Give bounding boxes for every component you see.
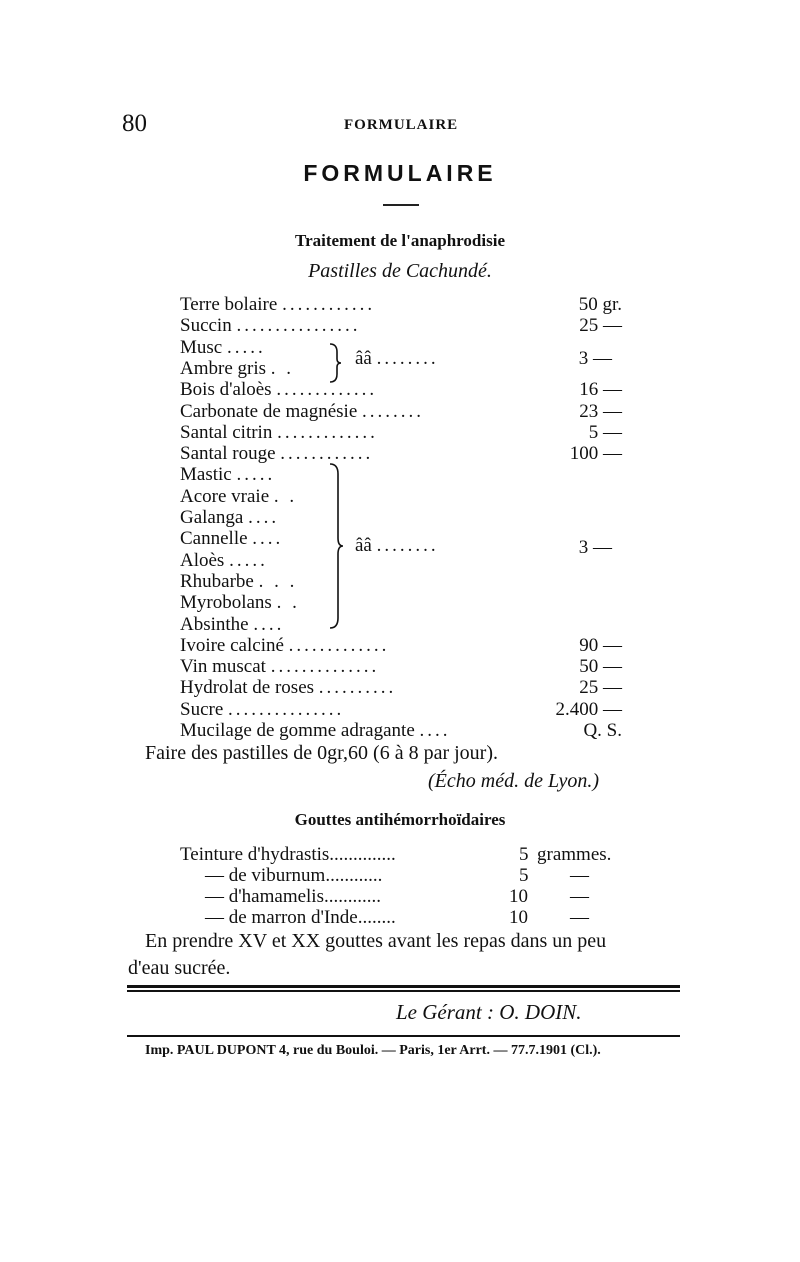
ingredient-row (180, 592, 300, 614)
recipe-subheading: Pastilles de Cachundé. (308, 260, 492, 282)
gerant-signature: Le Gérant : O. DOIN. (396, 1000, 582, 1024)
ingredient-name: Succin (180, 315, 232, 337)
ingredient-leader-dots: .... (253, 613, 285, 635)
ingredient-leader-dots: . . (276, 592, 300, 614)
ingredient-leader-dots: .... (248, 507, 280, 528)
ingredient-qty: 25 — (579, 677, 622, 699)
running-title: FORMULAIRE (344, 117, 459, 133)
drops-row: Teinture d'hydrastis.............. (180, 844, 396, 865)
ingredient-leader-dots: ..... (229, 549, 268, 571)
drops-unit: — (570, 865, 589, 886)
printer-imprint: Imp. PAUL DUPONT 4, rue du Bouloi. — Paris, 1er Arrt. — 77.7.1901 (Cl.). (145, 1043, 601, 1058)
ingredient-qty: 100 — (569, 443, 622, 465)
group-2-label: ââ ........ (355, 535, 439, 556)
ingredient-row (180, 614, 284, 636)
ingredient-leader-dots: ............... (228, 698, 345, 720)
ingredient-leader-dots: ................ (236, 315, 361, 337)
ingredient-name: Absinthe (180, 613, 249, 635)
section-heading-gouttes: Gouttes antihémorrhoïdaires (294, 810, 506, 829)
group-1-qty: 3 — (578, 348, 612, 369)
footer-double-rule (127, 985, 680, 992)
ingredient-name: Santal rouge (180, 443, 276, 465)
page-title: FORMULAIRE (303, 160, 497, 186)
drops-unit: grammes. (537, 844, 612, 865)
drops-qty: 5 (519, 844, 529, 865)
ingredient-name: Vin muscat (180, 656, 266, 678)
brace-group-1 (328, 342, 342, 384)
recipe-instruction: Faire des pastilles de 0gr,60 (6 à 8 par jour). (145, 742, 498, 764)
ingredient-name: Sucre (180, 698, 224, 720)
ingredient-name: Rhubarbe (180, 570, 254, 592)
ingredient-qty: 23 — (579, 400, 622, 422)
drops-qty: 5 (519, 865, 529, 886)
drops-qty: 10 (509, 886, 528, 907)
ingredient-qty: 50 gr. (578, 294, 622, 315)
page-number: 80 (122, 110, 147, 137)
ingredient-leader-dots: ..... (236, 464, 276, 486)
ingredient-name: Carbonate de magnésie (180, 400, 358, 422)
ingredient-leader-dots: .... (252, 528, 284, 550)
ingredient-qty: 5 — (588, 421, 622, 443)
title-rule (383, 204, 419, 206)
ingredient-row (180, 443, 373, 465)
drops-qty: 10 (509, 907, 528, 928)
ingredient-row (180, 379, 377, 401)
ingredient-name: Santal citrin (180, 421, 273, 443)
ingredient-leader-dots: ............ (280, 443, 374, 465)
ingredient-qty: 50 — (579, 656, 622, 678)
ingredient-row (180, 507, 279, 529)
ingredient-name: Myrobolans (180, 592, 272, 614)
drops-row: — d'hamamelis............ (205, 886, 381, 907)
ingredient-leader-dots: .... (419, 720, 451, 741)
ingredient-row (180, 635, 389, 657)
ingredient-qty: 90 — (579, 634, 622, 656)
drops-instruction-line2: d'eau sucrée. (128, 957, 231, 979)
footer-rule (127, 1035, 680, 1037)
ingredient-leader-dots: ............. (288, 634, 390, 656)
ingredient-row (180, 337, 266, 359)
ingredient-row (180, 294, 375, 316)
ingredient-qty: 16 — (579, 379, 622, 401)
ingredient-row (180, 656, 379, 678)
drops-unit: — (570, 907, 589, 928)
drops-row: — de viburnum............ (205, 865, 383, 886)
group-2-qty: 3 — (578, 537, 612, 558)
ingredient-row (180, 401, 424, 423)
ingredient-name: Aloès (180, 549, 225, 571)
ingredient-name: Terre bolaire (180, 294, 278, 315)
ingredient-leader-dots: ............ (282, 294, 376, 315)
ingredient-qty: 2.400 — (555, 698, 622, 720)
ingredient-row (180, 422, 378, 444)
ingredient-leader-dots: . . (273, 485, 298, 507)
ingredient-row (180, 464, 275, 486)
ingredient-qty: 25 — (579, 315, 622, 337)
ingredient-name: Ivoire calciné (180, 634, 284, 656)
ingredient-row (180, 720, 451, 742)
ingredient-name: Ambre gris (180, 357, 267, 379)
drops-unit: — (570, 886, 589, 907)
ingredient-name: Mastic (180, 464, 232, 486)
drops-row: — de marron d'Inde........ (205, 907, 396, 928)
ingredient-row (180, 528, 283, 550)
ingredient-name: Hydrolat de roses (180, 677, 315, 699)
ingredient-row (180, 315, 360, 337)
ingredient-row (180, 486, 297, 508)
ingredient-name: Bois d'aloès (180, 379, 272, 401)
ingredient-leader-dots: . . . (258, 570, 298, 592)
section-heading-anaphrodisie: Traitement de l'anaphrodisie (295, 231, 505, 250)
ingredient-row (180, 571, 297, 593)
ingredient-row (180, 550, 268, 572)
ingredient-name: Musc (180, 336, 223, 358)
ingredient-leader-dots: ............. (277, 421, 378, 443)
ingredient-name: Acore vraie (180, 485, 270, 507)
ingredient-qty: Q. S. (583, 720, 622, 741)
drops-instruction-line1: En prendre XV et XX gouttes avant les repas dans un peu (145, 930, 607, 952)
ingredient-name: Galanga (180, 507, 244, 528)
recipe-source: (Écho méd. de Lyon.) (428, 770, 600, 792)
ingredient-row (180, 358, 294, 380)
ingredient-leader-dots: . . (270, 357, 295, 379)
ingredient-leader-dots: .......... (318, 677, 397, 699)
group-1-label: ââ ........ (355, 348, 439, 369)
ingredient-name: Cannelle (180, 528, 248, 550)
ingredient-row (180, 699, 344, 721)
ingredient-leader-dots: .............. (270, 656, 380, 678)
ingredient-leader-dots: ........ (362, 400, 425, 422)
ingredient-row (180, 677, 396, 699)
brace-group-2 (328, 462, 344, 630)
ingredient-leader-dots: ............. (276, 379, 378, 401)
ingredient-name: Mucilage de gomme adragante (180, 720, 415, 741)
ingredient-leader-dots: ..... (226, 336, 266, 358)
